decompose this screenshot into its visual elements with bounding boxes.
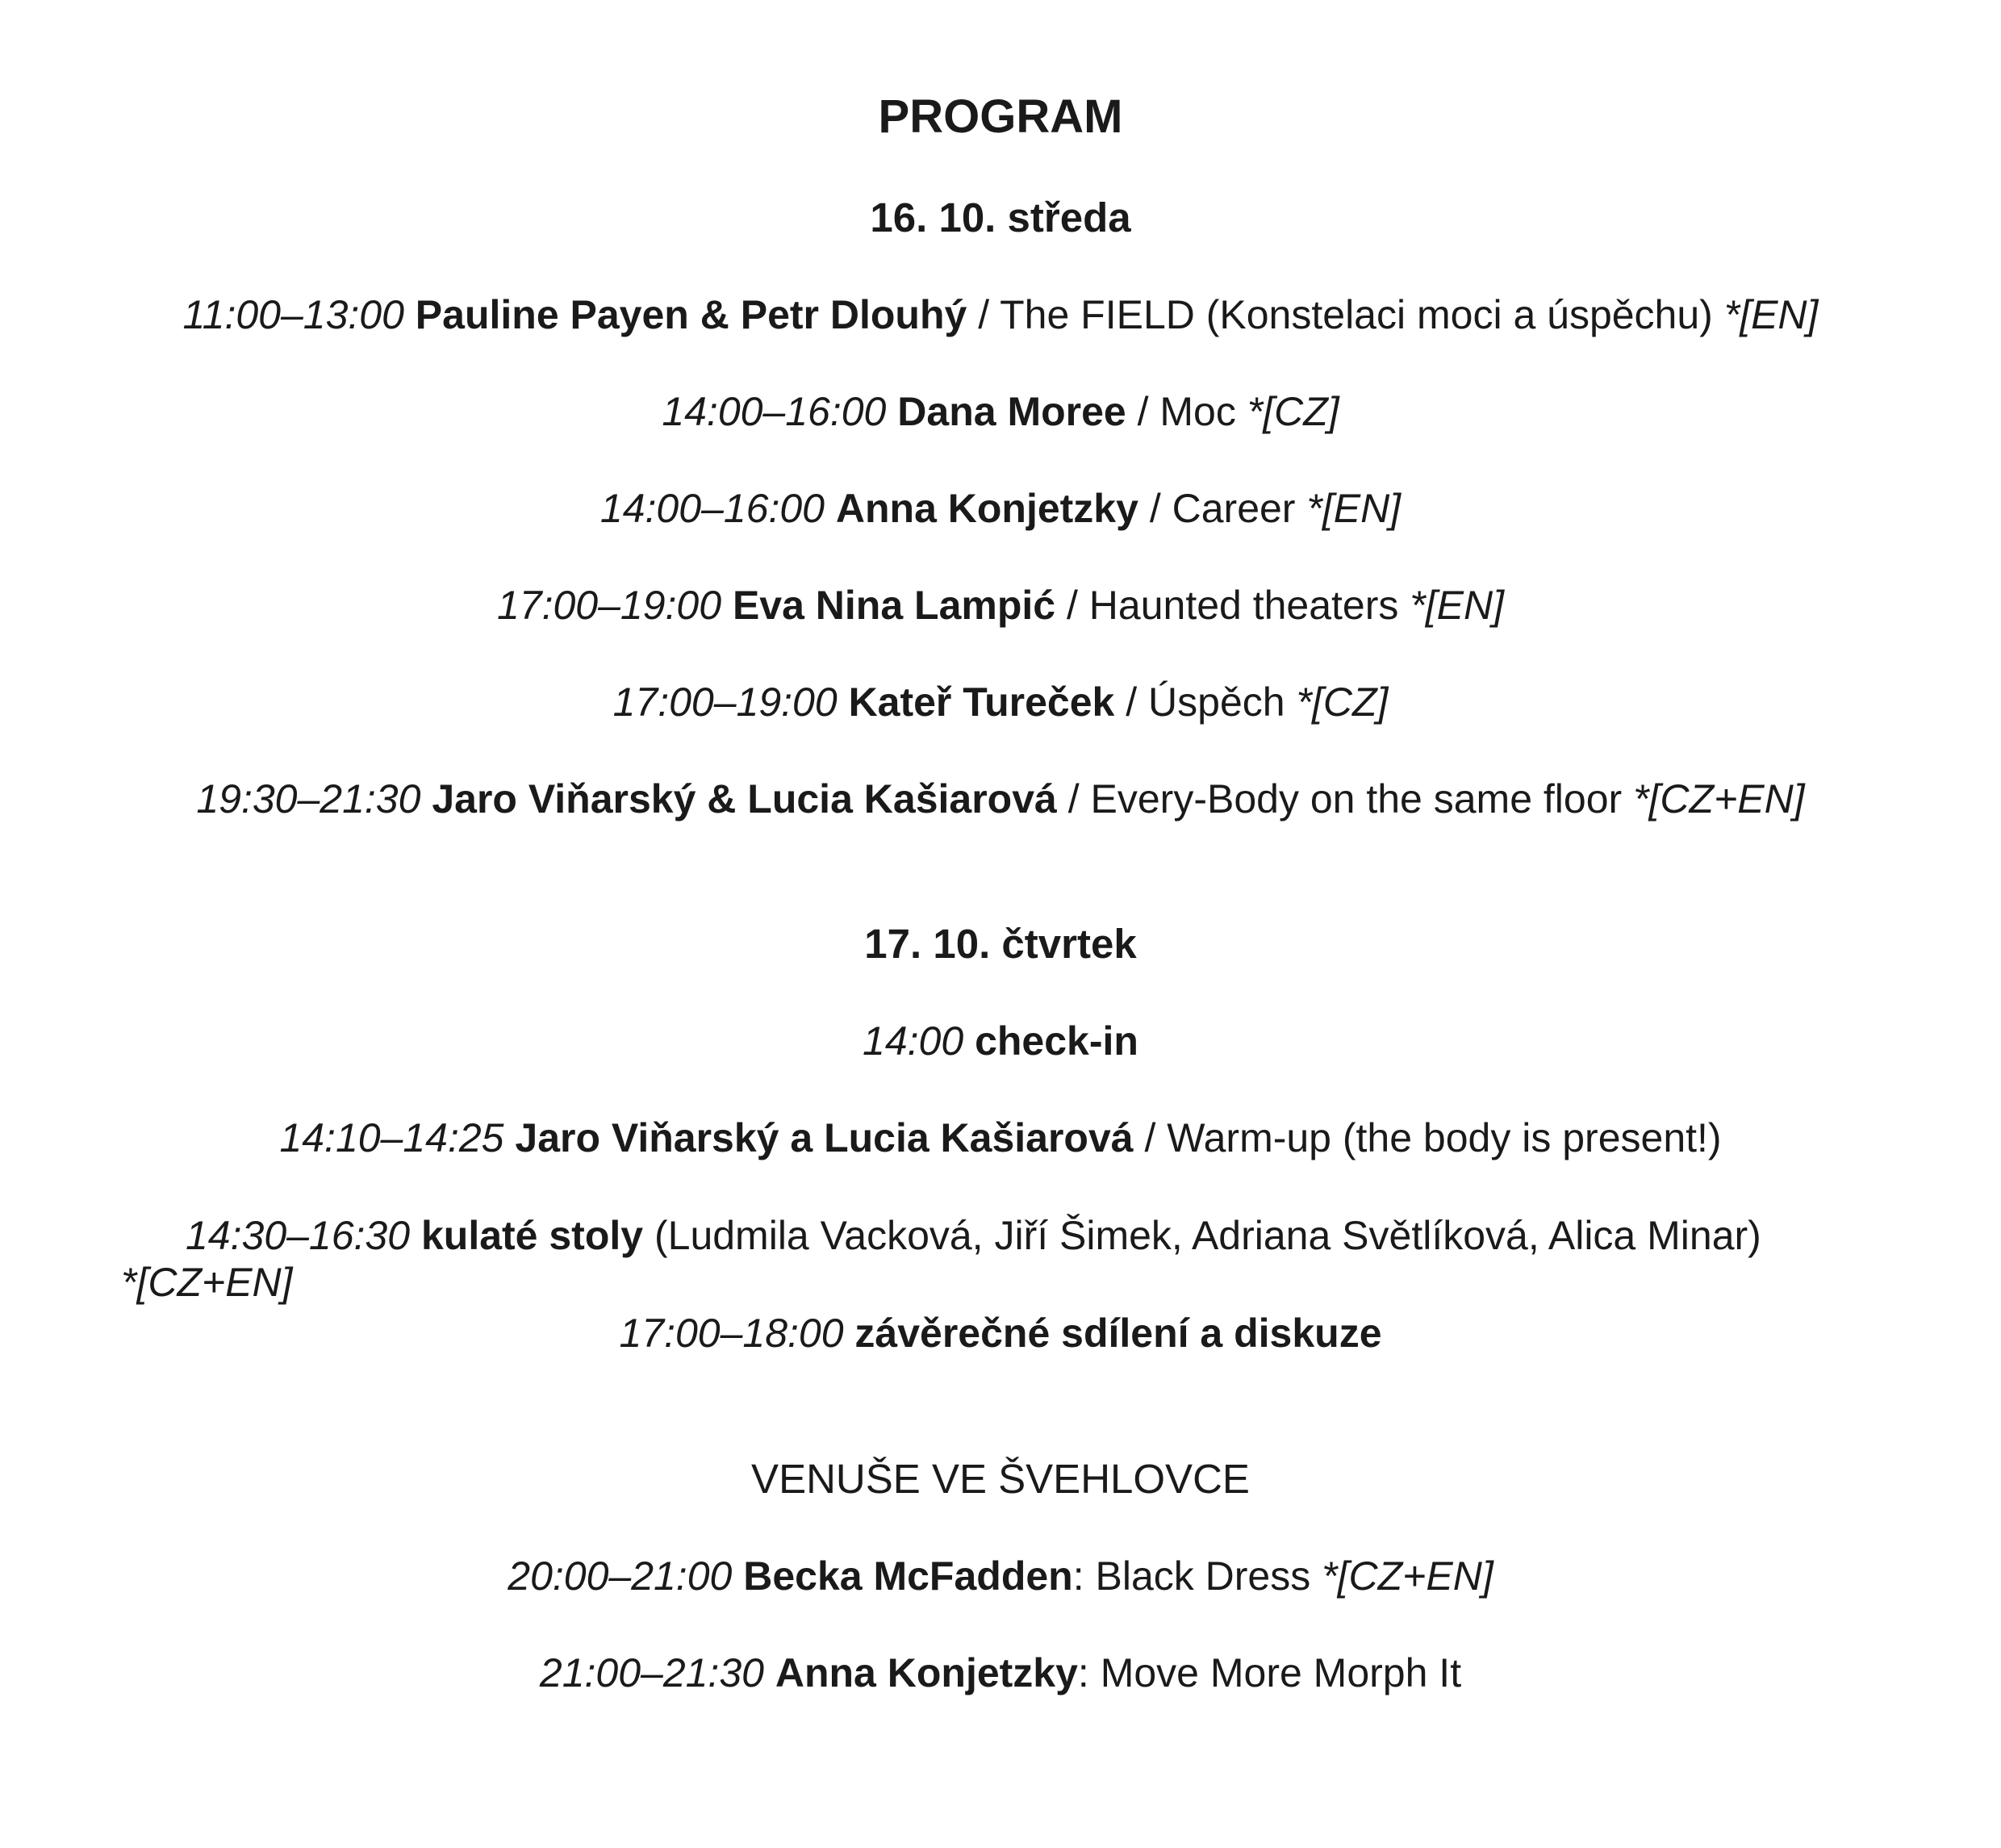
item-separator: / [1133, 1115, 1168, 1160]
item-separator: / [1114, 679, 1149, 725]
item-presenter: Eva Nina Lampić [732, 583, 1056, 628]
item-separator: : [1072, 1553, 1096, 1599]
item-language: *[EN] [1410, 583, 1504, 628]
item-topic: Warm-up (the body is present!) [1167, 1115, 1722, 1160]
item-time: 11:00–13:00 [182, 292, 404, 337]
item-separator: / [1126, 389, 1160, 434]
item-presenter: Anna Konjetzky [775, 1650, 1078, 1695]
schedule-item [0, 1649, 2001, 1697]
schedule-item [0, 291, 2001, 339]
item-time: 17:00–19:00 [496, 583, 722, 628]
item-language: *[CZ] [1296, 679, 1389, 725]
schedule-item [0, 678, 2001, 726]
venue-heading: VENUŠE VE ŠVEHLOVCE [751, 1456, 1250, 1502]
schedule-item [0, 484, 2001, 533]
item-topic: Career [1172, 486, 1296, 531]
item-presenter: Becka McFadden [743, 1553, 1073, 1599]
item-topic: The FIELD (Konstelaci moci a úspěchu) [1000, 292, 1713, 337]
item-separator: / [1055, 583, 1089, 628]
item-language: *[CZ+EN] [1633, 776, 1805, 822]
item-language: *[CZ] [1247, 389, 1339, 434]
schedule-item [121, 1212, 1928, 1306]
schedule-item [0, 387, 2001, 436]
item-topic: Úspěch [1148, 679, 1285, 725]
item-topic: Black Dress [1095, 1553, 1311, 1599]
item-separator: / [1138, 486, 1172, 531]
item-time: 20:00–21:00 [508, 1553, 733, 1599]
schedule-item [0, 1114, 2001, 1162]
item-time: 14:30–16:30 [186, 1213, 411, 1258]
item-language: *[CZ+EN] [121, 1260, 293, 1305]
item-separator: : [1077, 1650, 1101, 1695]
item-topic: Moc [1159, 389, 1236, 434]
item-time: 14:00–16:00 [662, 389, 887, 434]
item-presenter: závěrečné sdílení a diskuze [854, 1311, 1382, 1356]
item-separator: / [967, 292, 1000, 337]
item-time: 17:00–19:00 [612, 679, 838, 725]
item-presenter: Jaro Viňarský & Lucia Kašiarová [432, 776, 1057, 822]
item-topic: (Ludmila Vacková, Jiří Šimek, Adriana Světlíková, Alica Minar) [654, 1213, 1761, 1258]
schedule-item [0, 581, 2001, 629]
item-presenter: Kateř Tureček [848, 679, 1115, 725]
item-presenter: Pauline Payen & Petr Dlouhý [415, 292, 967, 337]
schedule-item [0, 1552, 2001, 1600]
item-topic: Every-Body on the same floor [1090, 776, 1623, 822]
schedule-item [0, 775, 2001, 823]
item-topic: Move More Morph It [1100, 1650, 1462, 1695]
item-presenter: Anna Konjetzky [835, 486, 1138, 531]
schedule-item [0, 1309, 2001, 1357]
item-language: *[CZ+EN] [1322, 1553, 1493, 1599]
page-title: PROGRAM [878, 90, 1123, 143]
item-presenter: check-in [975, 1018, 1138, 1064]
item-language: *[EN] [1723, 292, 1819, 337]
item-time: 14:00–16:00 [599, 486, 825, 531]
day-heading-2: 17. 10. čtvrtek [864, 921, 1137, 967]
item-language: *[EN] [1306, 486, 1402, 531]
item-time: 21:00–21:30 [539, 1650, 764, 1695]
item-presenter: Jaro Viňarský a Lucia Kašiarová [515, 1115, 1134, 1160]
day-heading-1: 16. 10. středa [870, 194, 1131, 240]
item-topic: Haunted theaters [1088, 583, 1399, 628]
item-time: 14:00 [863, 1018, 964, 1064]
item-presenter: kulaté stoly [420, 1213, 644, 1258]
item-line [153, 1212, 1928, 1259]
item-time: 14:10–14:25 [279, 1115, 504, 1160]
item-separator: / [1056, 776, 1091, 822]
item-time: 19:30–21:30 [196, 776, 421, 822]
item-time: 17:00–18:00 [619, 1311, 844, 1356]
schedule-item [0, 1017, 2001, 1065]
item-presenter: Dana Moree [897, 389, 1126, 434]
